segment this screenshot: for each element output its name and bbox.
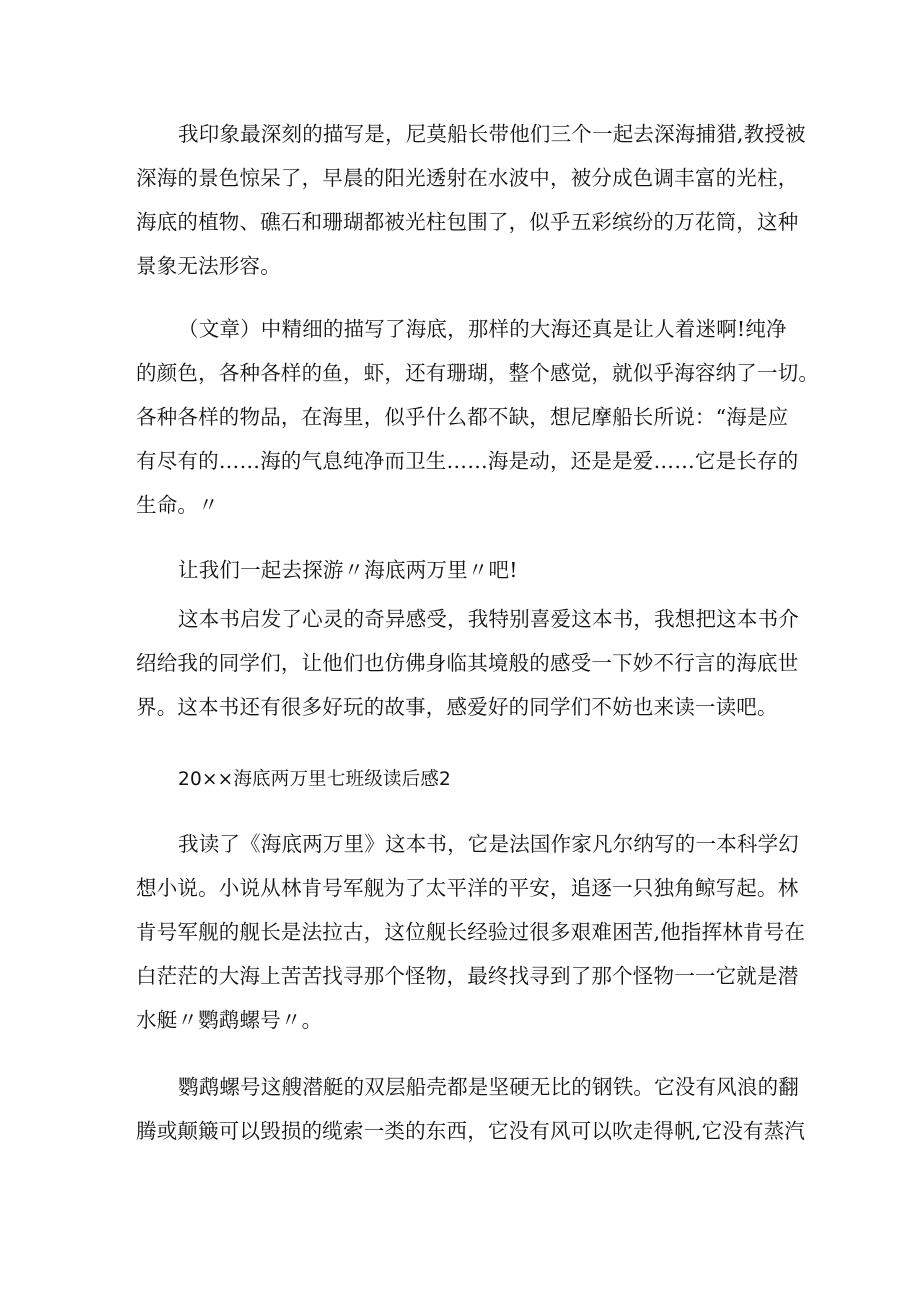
paragraph-line: 景象无法形容。 bbox=[136, 254, 281, 278]
paragraph-3 bbox=[136, 548, 790, 592]
paragraph-line: 我印象最深刻的描写是，尼莫船长带他们三个一起去深海捕猎,教授被 bbox=[178, 122, 806, 146]
paragraph-5 bbox=[136, 822, 806, 1042]
paragraph-line: 肯号军舰的舰长是法拉古，这位舰长经验过很多艰难困苦,他指挥林肯号在 bbox=[136, 920, 806, 944]
paragraph-line: 水艇〃鹦鹉螺号〃。 bbox=[136, 1008, 323, 1032]
section-heading: 20××海底两万里七班级读后感2 bbox=[178, 769, 452, 790]
paragraph-line: 海底的植物、礁石和珊瑚都被光柱包围了，似乎五彩缤纷的万花筒，这种 bbox=[136, 210, 799, 234]
paragraph-line: 鹦鹉螺号这艘潜艇的双层船壳都是坚硬无比的钢铁。它没有风浪的翻 bbox=[178, 1075, 799, 1099]
paragraph-line: 腾或颠簸可以毁损的缆索一类的东西，它没有风可以吹走得帆,它没有蒸汽 bbox=[136, 1119, 806, 1143]
paragraph-line: 让我们一起去探游〃海底两万里〃吧! bbox=[178, 558, 518, 582]
paragraph-line: 的颜色，各种各样的鱼，虾，还有珊瑚，整个感觉，就似乎海容纳了一切。 bbox=[136, 361, 820, 385]
paragraph-4 bbox=[136, 597, 799, 729]
paragraph-2 bbox=[136, 307, 820, 527]
paragraph-6 bbox=[136, 1065, 806, 1153]
paragraph-line: 白茫茫的大海上苦苦找寻那个怪物，最终找寻到了那个怪物一一它就是潜 bbox=[136, 964, 799, 988]
paragraph-line: 界。这本书还有很多好玩的故事，感爱好的同学们不妨也来读一读吧。 bbox=[136, 695, 778, 719]
paragraph-line: 这本书启发了心灵的奇异感受，我特别喜爱这本书，我想把这本书介 bbox=[178, 607, 799, 631]
paragraph-line: 我读了《海底两万里》这本书，它是法国作家凡尔纳写的一本科学幻 bbox=[178, 832, 799, 856]
paragraph-line: 生命。〃 bbox=[136, 493, 219, 517]
paragraph-1 bbox=[136, 112, 806, 288]
paragraph-line: （文章）中精细的描写了海底，那样的大海还真是让人着迷啊!纯净 bbox=[178, 317, 787, 341]
paragraph-line: 想小说。小说从林肯号军舰为了太平洋的平安，追逐一只独角鲸写起。林 bbox=[136, 876, 799, 900]
paragraph-line: 有尽有的……海的气息纯净而卫生……海是动，还是是爱……它是长存的 bbox=[136, 449, 799, 473]
paragraph-line: 绍给我的同学们，让他们也仿佛身临其境般的感受一下妙不行言的海底世 bbox=[136, 651, 799, 675]
paragraph-line: 各种各样的物品，在海里，似乎什么都不缺，想尼摩船长所说：“海是应 bbox=[136, 405, 789, 429]
paragraph-line: 深海的景色惊呆了，早晨的阳光透射在水波中，被分成色调丰富的光柱， bbox=[136, 166, 799, 190]
